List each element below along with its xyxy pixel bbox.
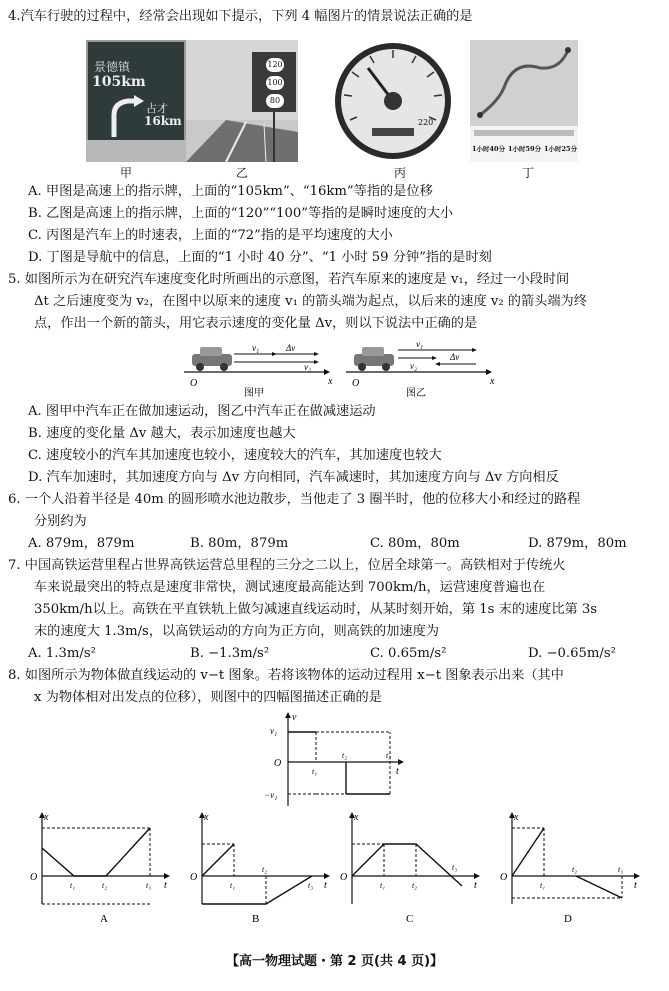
vt-neg-v1-label: −v₁ (264, 790, 278, 800)
q4-option-d: D. 丁图是导航中的信息，上面的“1 小时 40 分”、“1 小时 59 分钟”指的是时刻 (28, 250, 492, 265)
choice-label-c: C (406, 913, 414, 925)
q5-figure (180, 338, 500, 400)
speed-limit-sign-mid: 100 (266, 76, 284, 90)
q6-stem-1: 6. 一个人沿着半径是 40m 的圆形喷水池边散步，当他走了 3 圈半时，他的位移大小和经过的路程 (8, 492, 581, 507)
q7-option-d: D. −0.65m/s² (528, 646, 616, 661)
xt-a-x-label: x (44, 812, 49, 823)
q6-stem-2: 分别约为 (34, 514, 87, 529)
xt-a-t2: t₂ (102, 881, 108, 890)
xt-c-t-label: t (474, 880, 477, 891)
xt-graph-b (190, 812, 330, 925)
photo-yi (186, 40, 298, 162)
caption-yi: 乙 (236, 166, 249, 180)
q4-option-a: A. 甲图是高速上的指示牌，上面的“105km”、“16km”等指的是位移 (28, 184, 433, 199)
vt-v1-label: v₁ (270, 726, 278, 736)
right-x-axis: x (490, 376, 495, 387)
vt-t-axis-label: t (396, 766, 399, 777)
xt-c-t2: t₂ (412, 881, 418, 890)
route-time-2: 1小时59分 (508, 145, 542, 153)
left-x-axis: x (328, 376, 333, 387)
q7-stem-2: 车来说最突出的特点是速度非常快，测试速度最高能达到 700km/h，运营速度普遍也在 (34, 580, 546, 595)
page-footer: 【高一物理试题・第 2 页(共 4 页)】 (225, 954, 444, 969)
q6-option-d: D. 879m，80m (528, 536, 627, 551)
sign-place-name-2: 占才 (146, 102, 168, 115)
route-time-1: 1小时40分 (472, 145, 506, 153)
choice-label-b: B (252, 913, 260, 925)
q5-option-b: B. 速度的变化量 Δv 越大，表示加速度也越大 (28, 426, 296, 441)
xt-d-t2: t₂ (572, 865, 578, 874)
q7-stem-4: 末的速度大 1.3m/s，以高铁运动的方向为正方向，则高铁的加速度为 (34, 624, 439, 639)
q7-stem-3: 350km/h以上。高铁在平直铁轨上做匀减速直线运动时，从某时刻开始，第 1s 末的速度比第 3s (34, 602, 598, 617)
xt-d-origin: O (500, 872, 508, 883)
car-icon-right (354, 347, 394, 371)
xt-b-origin: O (190, 872, 198, 883)
xt-graph-a (30, 812, 170, 925)
q4-stem: 4.汽车行驶的过程中，经常会出现如下提示，下列 4 幅图片的情景说法正确的是 (8, 9, 473, 24)
left-origin: O (190, 378, 198, 389)
photo-bing (330, 40, 456, 162)
xt-b-t3: t₃ (308, 881, 314, 890)
xt-c-t1: t₁ (380, 881, 386, 890)
xt-b-x-label: x (204, 812, 209, 823)
right-origin: O (352, 378, 360, 389)
q4-option-b: B. 乙图是高速上的指示牌，上面的“120”“100”等指的是瞬时速度的大小 (28, 206, 454, 221)
vt-graph (262, 710, 412, 810)
xt-d-t3: t₃ (618, 865, 624, 874)
left-v1-label: v₁ (252, 343, 260, 353)
caption-jia: 甲 (120, 166, 133, 180)
right-v1-label: v₁ (416, 339, 424, 349)
arrow-icon (106, 95, 146, 140)
right-dv-label: Δv (450, 352, 460, 362)
sign-distance-2: 16km (144, 114, 182, 128)
q5-option-a: A. 图甲中汽车正在做加速运动，图乙中汽车正在做减速运动 (28, 404, 376, 419)
xt-d-t1: t₁ (540, 881, 546, 890)
xt-b-t2: t₂ (262, 865, 268, 874)
left-caption: 图甲 (244, 388, 264, 399)
q5-stem-1: 5. 如图所示为在研究汽车速度变化时所画出的示意图，若汽车原来的速度是 v₁，经过一小段时间 (8, 272, 570, 287)
xt-graph-d (500, 812, 640, 925)
vt-origin: O (274, 758, 282, 769)
xt-a-t3: t₃ (146, 881, 152, 890)
caption-ding: 丁 (522, 166, 535, 180)
car-icon-left (192, 347, 232, 371)
xt-d-t-label: t (634, 880, 637, 891)
xt-a-origin: O (30, 872, 38, 883)
gauge-max-label: 220 (418, 118, 434, 127)
right-v2-label: v₂ (410, 361, 418, 371)
sign-place-name: 景德镇 (94, 60, 131, 74)
speed-limit-sign-low: 80 (266, 94, 284, 108)
photo-ding (470, 40, 578, 162)
xt-c-origin: O (340, 872, 348, 883)
xt-a-t-label: t (164, 880, 167, 891)
photo-jia (86, 40, 186, 162)
choice-label-d: D (564, 913, 572, 925)
xt-b-t-label: t (324, 880, 327, 891)
xt-a-t1: t₁ (70, 881, 76, 890)
q6-option-a: A. 879m，879m (28, 536, 135, 551)
q7-stem-1: 7. 中国高铁运营里程占世界高铁运营总里程的三分之二以上，位居全球第一。高铁相对于传统火 (8, 558, 566, 573)
xt-d-x-label: x (514, 812, 519, 823)
q8-stem-2: x 为物体相对出发点的位移），则图中的四幅图描述正确的是 (34, 690, 382, 705)
left-v2-label: v₂ (304, 362, 312, 372)
vt-t1-label: t₁ (312, 767, 318, 776)
q5-stem-3: 点，作出一个新的箭头，用它表示速度的变化量 Δv，则以下说法中正确的是 (34, 316, 478, 331)
q7-option-b: B. −1.3m/s² (190, 646, 270, 661)
vt-t3-label: t₃ (386, 751, 392, 760)
q6-option-b: B. 80m，879m (190, 536, 289, 551)
choice-label-a: A (100, 913, 108, 925)
q5-option-c: C. 速度较小的汽车其加速度也较小，速度较大的汽车，其加速度也较大 (28, 448, 442, 463)
route-time-3: 1小时25分 (544, 145, 578, 153)
q5-option-d: D. 汽车加速时，其加速度方向与 Δv 方向相同，汽车减速时，其加速度方向与 Δv 方向相反 (28, 470, 559, 485)
right-caption: 图乙 (406, 388, 426, 399)
q7-option-c: C. 0.65m/s² (370, 646, 447, 661)
q4-option-c: C. 丙图是汽车上的时速表，上面的“72”指的是平均速度的大小 (28, 228, 393, 243)
q7-option-a: A. 1.3m/s² (28, 646, 96, 661)
xt-c-x-label: x (354, 812, 359, 823)
xt-b-t1: t₁ (230, 881, 236, 890)
caption-bing: 丙 (394, 166, 407, 180)
xt-c-t3: t₃ (452, 863, 458, 872)
q8-stem-1: 8. 如图所示为物体做直线运动的 v−t 图象。若将该物体的运动过程用 x−t 图象表示出来（其中 (8, 668, 564, 683)
sign-distance-1: 105km (92, 74, 146, 90)
vt-t2-label: t₂ (342, 751, 348, 760)
q5-stem-2: Δt 之后速度变为 v₂，在图中以原来的速度 v₁ 的箭头端为起点，以后来的速度 v₂ 的箭头端为终 (34, 294, 587, 309)
q6-option-c: C. 80m，80m (370, 536, 460, 551)
xt-graph-c (340, 812, 480, 925)
speedometer-icon (330, 40, 456, 162)
left-dv-label: Δv (286, 343, 296, 353)
speed-limit-sign-top: 120 (266, 58, 284, 72)
vt-v-axis-label: v (292, 712, 297, 723)
xt-graphs (28, 808, 648, 926)
